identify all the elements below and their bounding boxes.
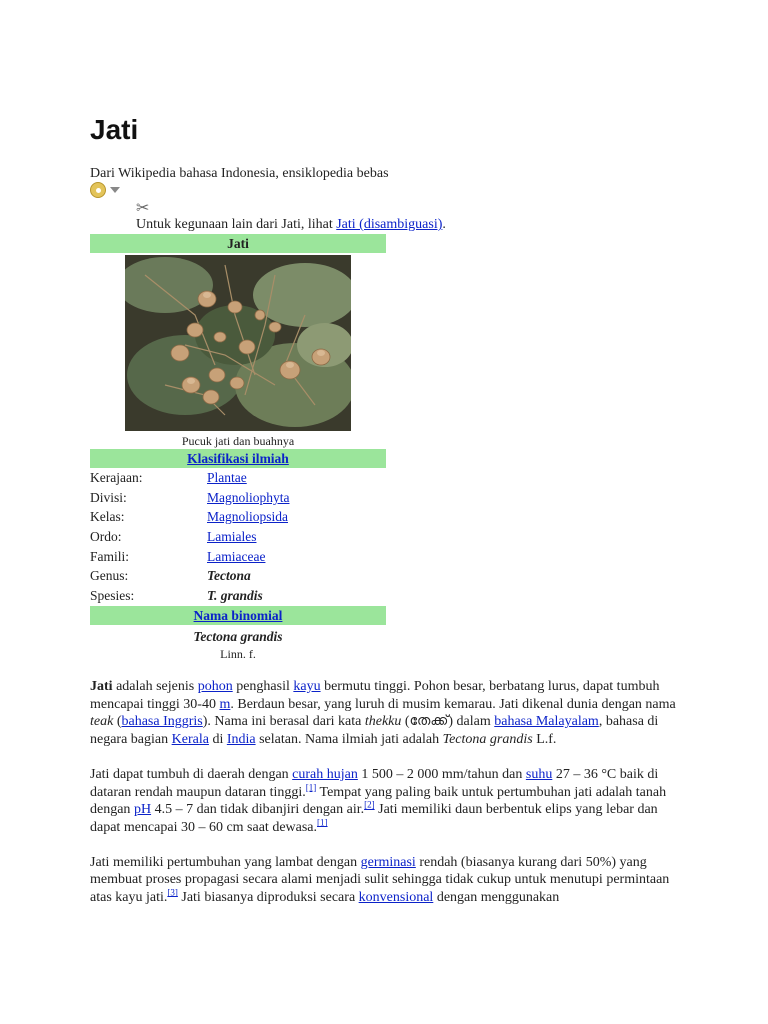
link-kayu[interactable]: kayu [293,679,321,694]
disambiguation-icon: ✂ [136,198,150,217]
paragraph-habitat [90,766,680,837]
taxon-species: T. grandis [207,588,263,604]
dropdown-caret-icon[interactable] [110,187,120,193]
link-curah-hujan[interactable]: curah hujan [292,766,358,782]
classification-header [90,449,386,468]
taxobox-title: Jati [90,234,386,253]
text: L.f. [532,732,557,748]
taxon-row-genus [90,566,386,586]
taxon-rank: Kelas: [90,509,125,525]
taxon-link-magnoliophyta[interactable]: Magnoliophyta [207,489,290,505]
text: Jati memiliki daun berbentuk elips yang lebar dan dapat mencapai 30 – 60 cm saat dewasa. [90,802,658,835]
classification-link[interactable]: Klasifikasi ilmiah [187,451,289,466]
italic-term: thekku [364,714,402,730]
taxobox [90,234,386,662]
taxon-rank: Genus: [90,568,129,584]
binomial-authority: Linn. f. [220,646,256,661]
audio-tools[interactable] [90,182,120,198]
hatnote-suffix: . [442,217,446,232]
italic-term: teak [90,714,114,730]
binomial-link[interactable]: Nama binomial [193,607,283,623]
text: Tempat yang paling baik untuk pertumbuhan jati adalah tanah dengan [90,784,667,818]
taxon-row-division [90,488,386,508]
binomial-header [90,606,386,625]
taxon-row-family [90,547,386,567]
taxon-rank: Ordo: [90,529,122,545]
text: (തേക്ക്) dalam [401,714,495,730]
taxon-link-lamiaceae[interactable]: Lamiaceae [207,548,266,564]
reference-link[interactable]: [3] [167,887,178,898]
text: Jati dapat tumbuh di daerah dengan [90,766,293,782]
link-germinasi[interactable]: germinasi [360,854,416,870]
hatnote [136,217,446,233]
taxon-row-species [90,586,386,606]
taxon-link-lamiales[interactable]: Lamiales [207,529,257,545]
text: . Berdaun besar, yang luruh di musim kemarau. Jati dikenal dunia dengan nama [230,696,676,712]
disambiguation-link[interactable]: Jati (disambiguasi) [336,217,443,232]
link-bahasa-inggris[interactable]: bahasa Inggris [121,714,203,730]
link-ph[interactable]: pH [133,802,152,818]
paragraph-intro [90,678,680,749]
bold-term: Jati [90,679,113,694]
site-subtitle: Dari Wikipedia bahasa Indonesia, ensiklopedia bebas [90,166,389,181]
taxon-rank: Kerajaan: [90,470,143,485]
link-pohon[interactable]: pohon [197,679,233,694]
link-bahasa-malayalam[interactable]: bahasa Malayalam [494,714,599,730]
taxon-row-kingdom [90,468,386,488]
link-meter[interactable]: m [219,696,231,712]
text: ). Nama ini berasal dari kata [202,714,365,730]
taxon-rank: Famili: [90,548,130,564]
link-suhu[interactable]: suhu [525,766,553,782]
paragraph-growth [90,854,680,907]
page-title: Jati [90,114,139,145]
text: penghasil [232,679,294,694]
reference-link[interactable]: [2] [364,799,375,810]
text: bermutu tinggi. Pohon besar, berbatang lurus, dapat tumbuh mencapai tinggi 30-40 [90,679,660,712]
link-konvensional[interactable]: konvensional [358,890,434,906]
taxon-rank: Divisi: [90,489,127,505]
teak-image [125,255,351,431]
text: dengan menggunakan [433,890,560,906]
taxon-row-order [90,527,386,547]
taxon-link-magnoliopsida[interactable]: Magnoliopsida [207,509,288,525]
taxon-genus: Tectona [207,568,251,584]
link-kerala[interactable]: Kerala [171,732,209,748]
binomial-name: Tectona grandis [193,628,283,644]
text: rendah (biasanya kurang dari 50%) yang membuat proses propagasi secara alami menjadi sulit sehingga tidak cukup untuk menutupi permintaan atas kayu jati. [90,854,670,906]
text: Jati biasanya diproduksi secara [177,890,359,906]
text: 4.5 – 7 dan tidak dibanjiri dengan air. [151,802,365,818]
italic-term: Tectona grandis [442,732,533,748]
text: , bahasa di negara bagian [90,714,659,748]
reference-link[interactable]: [1] [317,817,328,828]
image-caption: Pucuk jati dan buahnya [181,434,295,448]
text: 1 500 – 2 000 mm/tahun dan [357,766,526,782]
text: adalah sejenis [112,679,198,694]
hatnote-text: Untuk kegunaan lain dari Jati, lihat [136,217,337,232]
text: 27 – 36 °C baik di dataran rendah maupun dataran tinggi. [90,766,659,800]
text: ( [113,714,122,730]
link-india[interactable]: India [226,732,256,748]
text: selatan. Nama ilmiah jati adalah [255,732,443,748]
taxon-rank: Spesies: [90,588,135,604]
article-body [90,678,680,924]
taxon-row-class [90,507,386,527]
taxon-link-plantae[interactable]: Plantae [207,470,247,485]
reference-link[interactable]: [1] [305,781,317,792]
text: di [208,732,227,748]
audio-icon[interactable] [90,182,106,198]
text: Jati memiliki pertumbuhan yang lambat dengan [90,854,361,870]
